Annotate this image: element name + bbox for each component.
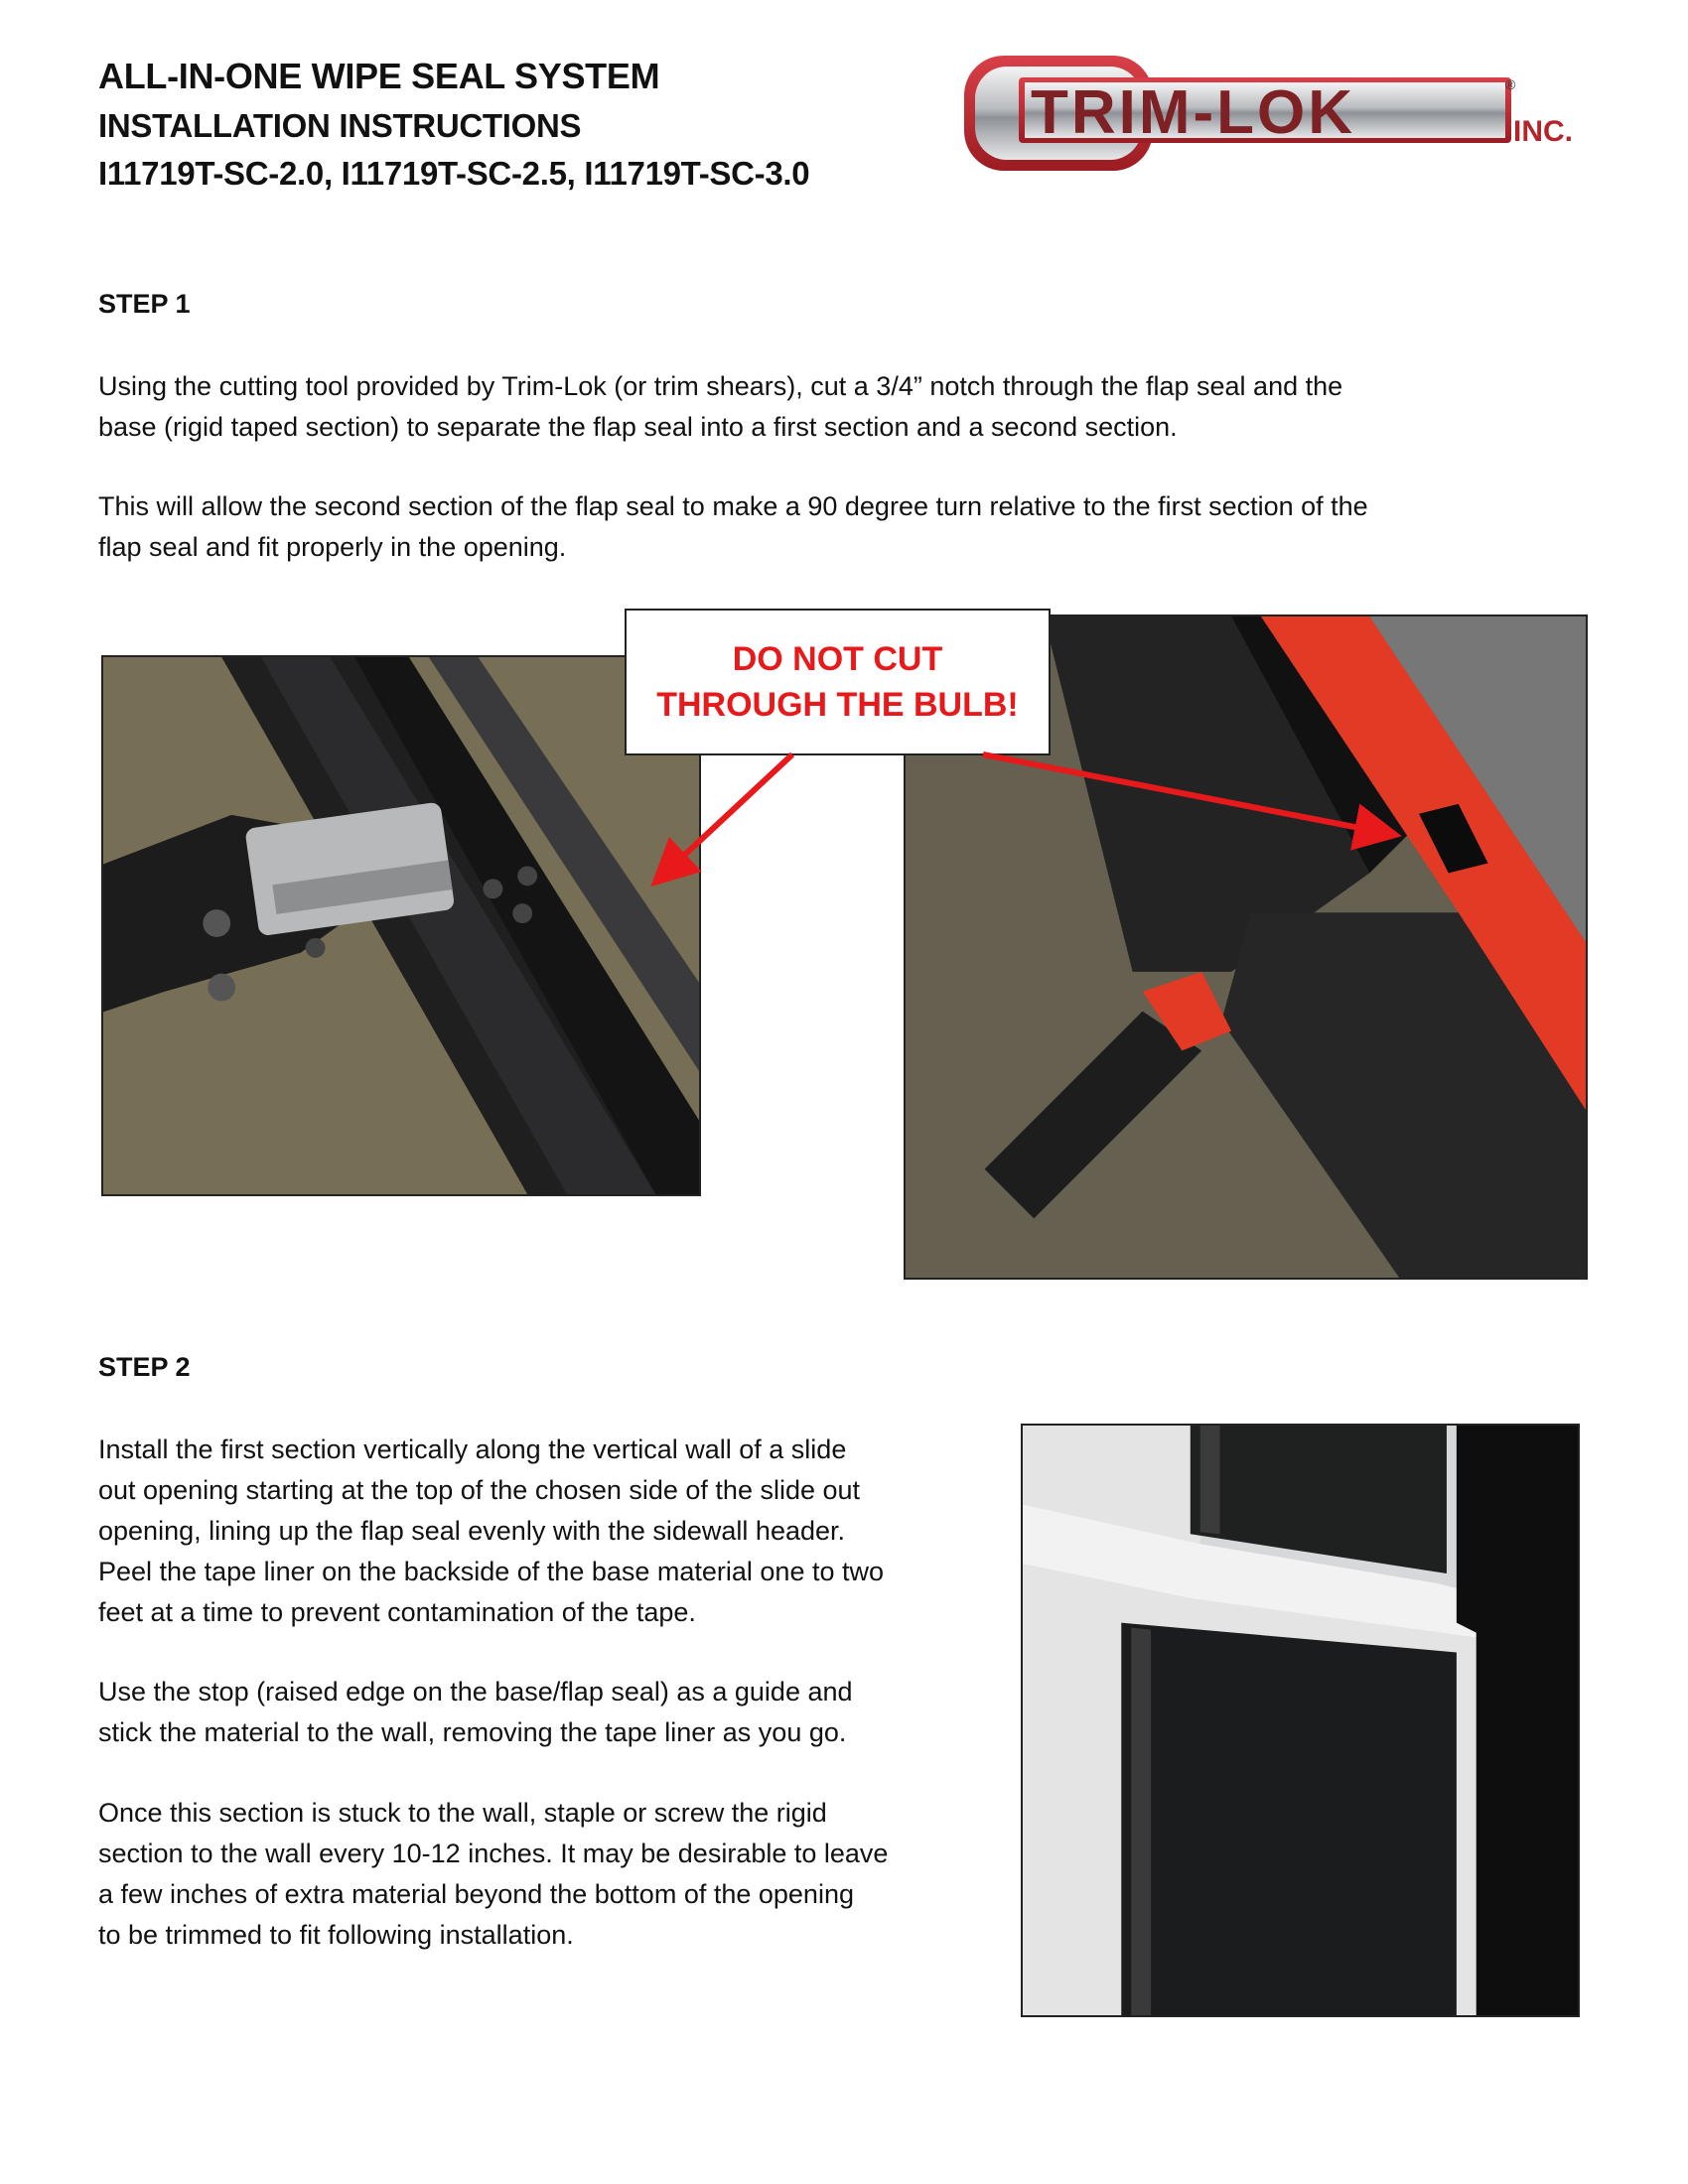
document-title: ALL-IN-ONE WIPE SEAL SYSTEM [98,56,660,96]
step-2-paragraph-2: Use the stop (raised edge on the base/flap seal) as a guide and stick the material to the wall, removing the tape liner as you go. [98,1677,853,1747]
step-1-paragraph-2: This will allow the second section of the flap seal to make a 90 degree turn relative to the first section of the flap seal and fit properly in the opening. [98,491,1368,562]
svg-text:®: ® [1505,76,1516,92]
step-1-paragraph-1: Using the cutting tool provided by Trim-Lok (or trim shears), cut a 3/4” notch through the flap seal and the base (rigid taped section) to separate the flap seal into a first section and a second section. [98,371,1343,442]
installed-seal-photo [1021,1424,1580,2017]
svg-text:INC.: INC. [1513,115,1573,148]
step-2-paragraph-1: Install the first section vertically along the vertical wall of a slide out opening starting at the top of the chosen side of the slide out opening, lining up the flap seal evenly with the sidewall header. Peel the tape liner on the backside of the base material one to two feet at a time to prevent contamination of the tape. [98,1434,885,1627]
part-numbers: I11719T-SC-2.0, I11719T-SC-2.5, I11719T-SC-3.0 [98,155,810,192]
step-1-heading: STEP 1 [98,289,191,319]
step-2-paragraph-3: Once this section is stuck to the wall, staple or screw the rigid section to the wall every 10-12 inches. It may be desirable to leave a few inches of extra material beyond the bottom of the opening to be trimmed to fit following installation. [98,1798,889,1950]
warning-callout [625,609,1051,755]
trim-lok-logo [961,50,1587,177]
document-subtitle: INSTALLATION INSTRUCTIONS [98,107,582,144]
svg-text:TRIM-LOK: TRIM-LOK [1031,78,1356,147]
step-2-heading: STEP 2 [98,1352,191,1382]
callout-line-1: DO NOT CUT [732,640,943,678]
cutting-tool-photo [101,655,701,1196]
callout-line-2: THROUGH THE BULB! [656,686,1019,724]
